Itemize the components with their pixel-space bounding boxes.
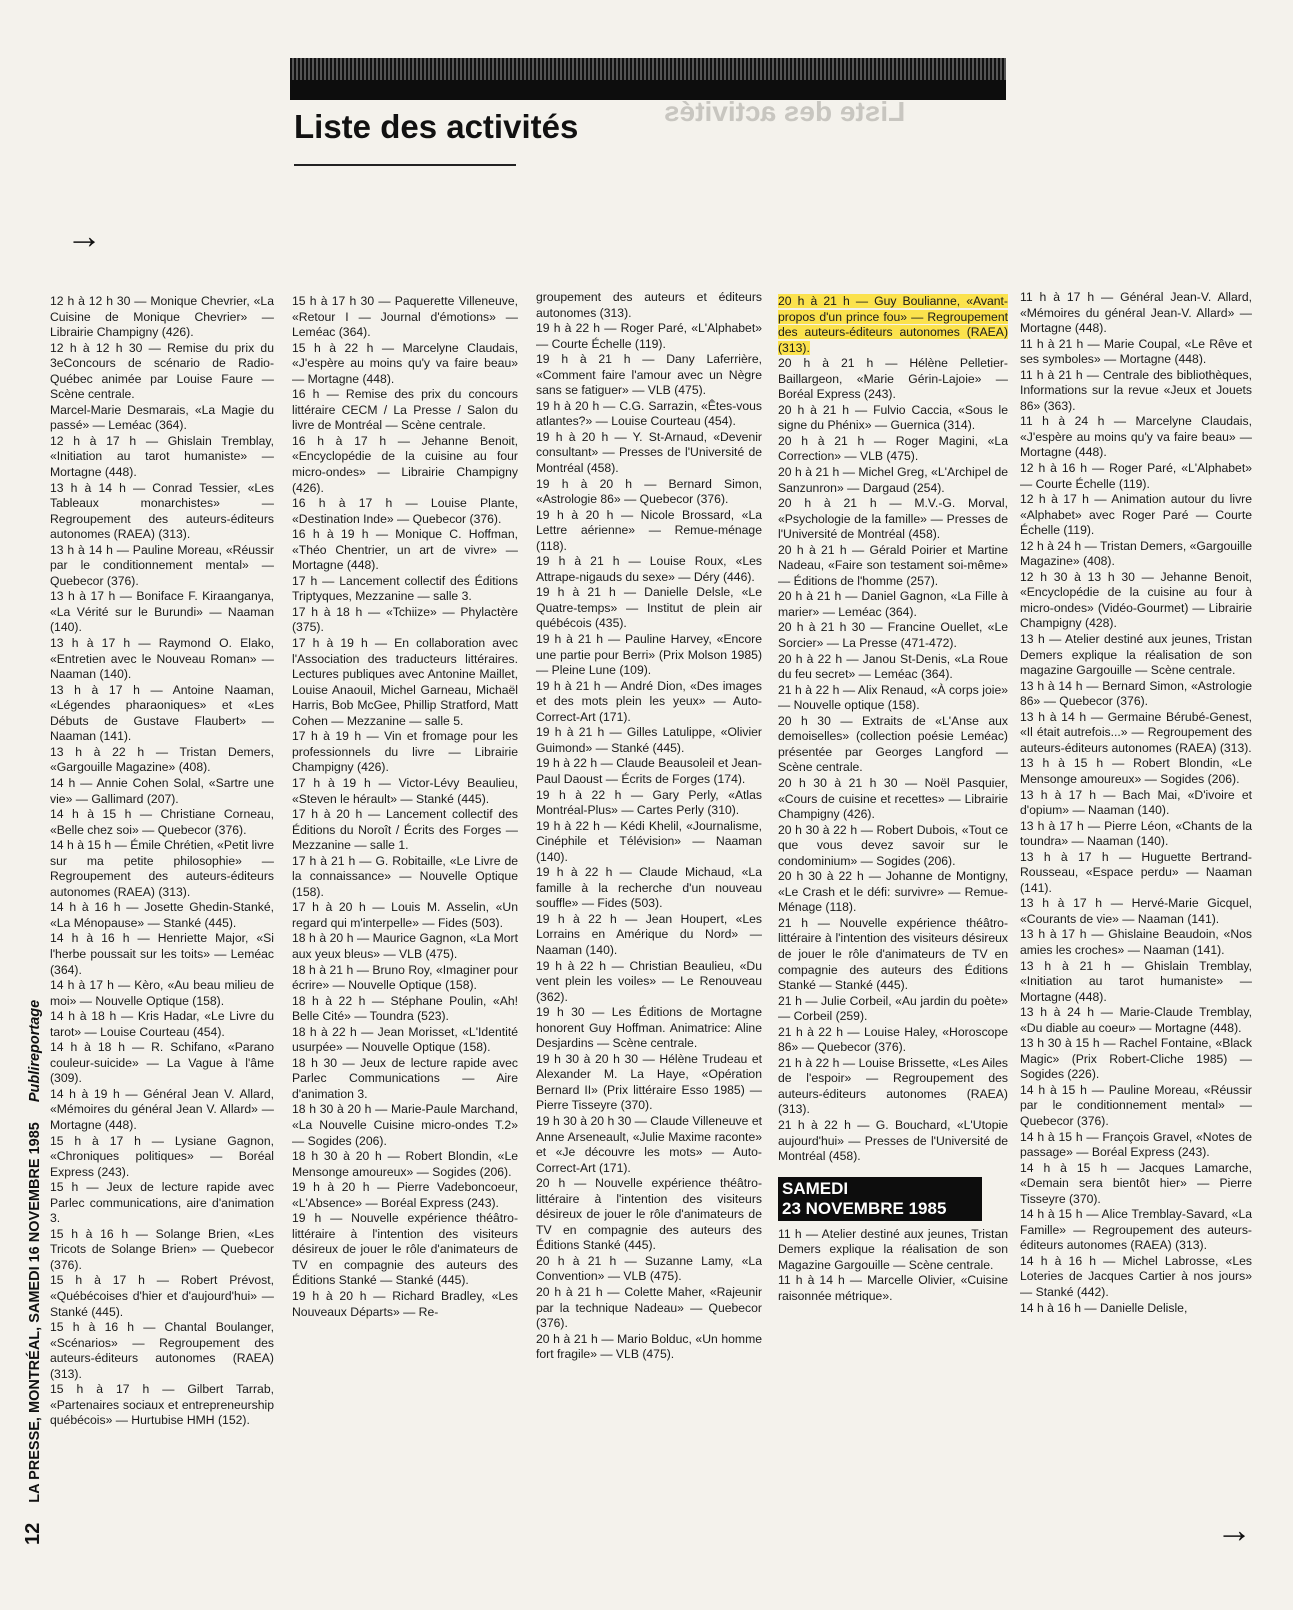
list-item: 13 h à 17 h — Raymond O. Elako, «Entretien avec le Nouveau Roman» — Naaman (140). <box>50 636 274 682</box>
list-item: 20 h 30 à 22 h — Johanne de Montigny, «Le Crash et le défi: survivre» — Remue-Ménage (118). <box>778 869 1008 915</box>
list-item: 17 h à 19 h — Victor-Lévy Beaulieu, «Steven le hérault» — Stanké (445). <box>292 775 518 806</box>
list-item: 21 h à 22 h — Alix Renaud, «À corps joie» — Nouvelle optique (158). <box>778 682 1008 713</box>
list-item: 14 h à 15 h — François Gravel, «Notes de passage» — Boréal Express (243). <box>1020 1129 1252 1160</box>
column-3 <box>536 290 762 1363</box>
list-item: 14 h à 15 h — Christiane Corneau, «Belle chez soi» — Quebecor (376). <box>50 807 274 837</box>
list-item: 15 h à 16 h — Solange Brien, «Les Tricots de Solange Brien» — Quebecor (376). <box>50 1226 274 1272</box>
list-item: 21 h à 22 h — Louise Brissette, «Les Ailes de l'espoir» — Regroupement des auteurs-éditeurs autonomes (RAEA) (313). <box>778 1055 1008 1117</box>
list-item: 17 h à 19 h — Vin et fromage pour les professionnels du livre — Librairie Champigny (426). <box>292 729 518 775</box>
list-item: 19 h 30 à 20 h 30 — Hélène Trudeau et Alexander M. La Haye, «Opération Bernard II» (Prix littéraire Esso 1985) — Pierre Tisseyre (370). <box>536 1051 762 1113</box>
list-item: 18 h 30 à 20 h — Robert Blondin, «Le Mensonge amoureux» — Sogides (206). <box>292 1149 518 1179</box>
list-item: 12 h à 12 h 30 — Monique Chevrier, «La Cuisine de Monique Chevrier» — Librairie Champigny (426). <box>50 294 274 340</box>
list-item: 13 h à 14 h — Pauline Moreau, «Réussir par le conditionnement mental» — Quebecor (376). <box>50 542 274 588</box>
list-item: 20 h à 21 h — Mario Bolduc, «Un homme fort fragile» — VLB (475). <box>536 1331 762 1362</box>
list-item: 21 h à 22 h — Louise Haley, «Horoscope 86» — Quebecor (376). <box>778 1024 1008 1055</box>
page-title: Liste des activités <box>294 108 579 145</box>
list-item: 16 h à 17 h — Louise Plante, «Destination Inde» — Quebecor (376). <box>292 496 518 526</box>
list-item: 14 h à 15 h — Émile Chrétien, «Petit livre sur ma petite philosophie» — Regroupement des auteurs-éditeurs autonomes (RAEA) (313). <box>50 838 274 899</box>
list-item: groupement des auteurs et éditeurs autonomes (313). <box>536 290 762 320</box>
list-item: 19 h à 22 h — Claude Michaud, «La famille à la recherche d'un nouveau souffle» — Fides (503). <box>536 865 762 911</box>
list-item: 16 h à 17 h — Jehanne Benoit, «Encyclopédie de la cuisine au four micro-ondes» — Librairie Champigny (426). <box>292 433 518 495</box>
list-item: 19 h à 22 h — Gary Perly, «Atlas Montréal-Plus» — Cartes Perly (310). <box>536 787 762 818</box>
list-item: 13 h à 17 h — Boniface F. Kiraanganya, «La Vérité sur le Burundi» — Naaman (140). <box>50 589 274 635</box>
list-item: 15 h à 17 h — Gilbert Tarrab, «Partenaires sociaux et entrepreneurship québécois» — Hurtubise HMH (152). <box>50 1382 274 1428</box>
list-item: 11 h à 21 h — Centrale des bibliothèques, Informations sur la revue «Jeux et Jouets 86» (363). <box>1020 367 1252 413</box>
list-item: 15 h à 17 h — Robert Prévost, «Québécoises d'hier et d'aujourd'hui» — Stanké (445). <box>50 1273 274 1319</box>
list-item: 21 h — Nouvelle expérience théâtro-littéraire à l'intention des visiteurs désireux de jouer le rôle d'animateurs de TV en compagnie des auteurs des Éditions Stanké — Stanké (445). <box>778 915 1008 993</box>
list-item: 14 h à 15 h — Pauline Moreau, «Réussir par le conditionnement mental» — Quebecor (376). <box>1020 1082 1252 1128</box>
list-item: 19 h à 22 h — Roger Paré, «L'Alphabet» — Courte Échelle (119). <box>536 321 762 351</box>
list-item: 16 h à 19 h — Monique C. Hoffman, «Théo Chentrier, un art de vivre» — Mortagne (448). <box>292 527 518 573</box>
list-item: 12 h à 24 h — Tristan Demers, «Gargouille Magazine» (408). <box>1020 538 1252 569</box>
list-item: 14 h — Annie Cohen Solal, «Sartre une vie» — Gallimard (207). <box>50 775 274 806</box>
publication-line: LA PRESSE, MONTRÉAL, SAMEDI 16 NOVEMBRE 1985 <box>27 1122 43 1503</box>
list-item: 19 h à 22 h — Christian Beaulieu, «Du vent plein les voiles» — Le Renouveau (362). <box>536 958 762 1004</box>
list-item: 21 h à 22 h — G. Bouchard, «L'Utopie aujourd'hui» — Presses de l'Université de Montréal (458). <box>778 1117 1008 1164</box>
list-item: 19 h 30 à 20 h 30 — Claude Villeneuve et Anne Arseneault, «Julie Maxime raconte» et «Je découvre les mots» — Auto-Correct-Art (171). <box>536 1113 762 1175</box>
right-arrow-icon <box>66 215 102 256</box>
list-item: 17 h à 21 h — G. Robitaille, «Le Livre de la connaissance» — Nouvelle Optique (158). <box>292 853 518 899</box>
list-item: 18 h 30 — Jeux de lecture rapide avec Parlec Communications — Aire d'animation 3. <box>292 1055 518 1101</box>
right-arrow-glyph: → <box>66 215 102 256</box>
list-item: 19 h à 21 h — Danielle Delsle, «Le Quatre-temps» — Institut de plein air québécois (435). <box>536 585 762 631</box>
show-through-label: Liste des activités <box>664 96 906 127</box>
list-item: 15 h à 17 h — Lysiane Gagnon, «Chroniques politiques» — Boréal Express (243). <box>50 1133 274 1179</box>
page-number: 12 <box>22 1522 44 1545</box>
column-4 <box>778 294 1008 1304</box>
list-item: 14 h à 16 h — Josette Ghedin-Stanké, «La Ménopause» — Stanké (445). <box>50 900 274 930</box>
list-item: 20 h 30 — Extraits de «L'Anse aux demoiselles» (collection poésie Leméac) présentée par Georges Langford — Scène centrale. <box>778 713 1008 775</box>
list-item: 18 h à 21 h — Bruno Roy, «Imaginer pour écrire» — Nouvelle Optique (158). <box>292 962 518 993</box>
list-item: 13 h à 24 h — Marie-Claude Tremblay, «Du diable au coeur» — Mortagne (448). <box>1020 1005 1252 1035</box>
column-4-list-after <box>778 1227 1008 1305</box>
list-item: 19 h à 21 h — Gilles Latulippe, «Olivier Guimond» — Stanké (445). <box>536 725 762 755</box>
list-item: 20 h — Nouvelle expérience théâtro-littéraire à l'intention des visiteurs désireux de jouer le rôle d'animateurs de TV en compagnie des auteurs des Éditions Stanké (445). <box>536 1176 762 1253</box>
right-arrow-icon <box>1216 1509 1252 1550</box>
highlight-text: 20 h à 21 h — Guy Boulianne, «Avant-propos d'un prince fou» — Regroupement des auteurs-éditeurs autonomes (RAEA) (313). <box>778 294 1008 355</box>
list-item: 14 h à 18 h — Kris Hadar, «Le Livre du tarot» — Louise Courteau (454). <box>50 1009 274 1039</box>
list-item: 13 h à 17 h — Bach Mai, «D'ivoire et d'opium» — Naaman (140). <box>1020 787 1252 818</box>
list-item: 20 h 30 à 22 h — Robert Dubois, «Tout ce que vous devez savoir sur le condominium» — Sogides (206). <box>778 822 1008 868</box>
list-item: 11 h à 21 h — Marie Coupal, «Le Rêve et ses symboles» — Mortagne (448). <box>1020 336 1252 367</box>
list-item: 13 h à 17 h — Huguette Bertrand-Rousseau, «Espace perdu» — Naaman (141). <box>1020 849 1252 895</box>
list-item: 20 h à 21 h — M.V.-G. Morval, «Psychologie de la famille» — Presses de l'Université de Montréal (458). <box>778 496 1008 542</box>
list-item: 14 h à 16 h — Michel Labrosse, «Les Loteries de Jacques Cartier à nos jours» — Stanké (442). <box>1020 1253 1252 1299</box>
list-item: 21 h — Julie Corbeil, «Au jardin du poète» — Corbeil (259). <box>778 993 1008 1024</box>
right-arrow-glyph: → <box>1216 1509 1252 1550</box>
list-item: 17 h à 19 h — En collaboration avec l'Association des traducteurs littéraires. Lectures publiques avec Antonine Maillet, Louise Anaouil, Michel Garneau, Michaël Harris, Bob McGee, Phillip Stratford, Matt Cohen — Mezzanine — salle 5. <box>292 636 518 728</box>
list-item: 19 h à 21 h — Dany Laferrière, «Comment faire l'amour avec un Nègre sans se fatiguer» — VLB (475). <box>536 352 762 398</box>
list-item: 11 h à 14 h — Marcelle Olivier, «Cuisine raisonnée métrique». <box>778 1273 1008 1303</box>
list-item: 20 h à 21 h — Gérald Poirier et Martine Nadeau, «Faire son testament soi-même» — Éditions de l'homme (257). <box>778 542 1008 588</box>
list-item: 17 h — Lancement collectif des Éditions Triptyques, Mezzanine — salle 3. <box>292 573 518 604</box>
list-item: 13 h à 17 h — Hervé-Marie Gicquel, «Courants de vie» — Naaman (141). <box>1020 896 1252 926</box>
list-item: 14 h à 15 h — Jacques Lamarche, «Demain sera bientôt hier» — Pierre Tisseyre (370). <box>1020 1160 1252 1206</box>
list-item: 15 h — Jeux de lecture rapide avec Parlec communications, aire d'animation 3. <box>50 1180 274 1226</box>
list-item: 20 h à 22 h — Janou St-Denis, «La Roue du feu secret» — Leméac (364). <box>778 651 1008 682</box>
list-item: 12 h 30 à 13 h 30 — Jehanne Benoit, «Encyclopédie de la cuisine au four à micro-ondes» (Vidéo-Gourmet) — Librairie Champigny (428). <box>1020 569 1252 631</box>
list-item: 20 h à 21 h — Daniel Gagnon, «La Fille à marier» — Leméac (364). <box>778 589 1008 619</box>
list-item: 13 h à 17 h — Antoine Naaman, «Légendes pharaoniques» et «Les Débuts de Gustave Flaubert» — Naaman (141). <box>50 682 274 744</box>
list-item: 18 h à 22 h — Stéphane Poulin, «Ah! Belle Cité» — Toundra (523). <box>292 993 518 1024</box>
list-item: 18 h à 22 h — Jean Morisset, «L'Identité usurpée» — Nouvelle Optique (158). <box>292 1024 518 1055</box>
list-item: 20 h 30 à 21 h 30 — Noël Pasquier, «Cours de cuisine et recettes» — Librairie Champigny (426). <box>778 775 1008 822</box>
section-heading: SAMEDI 23 NOVEMBRE 1985 <box>778 1177 982 1221</box>
list-item: 15 h à 22 h — Marcelyne Claudais, «J'espère au moins qu'y va faire beau» — Mortagne (448). <box>292 340 518 386</box>
list-item: 13 h à 14 h — Bernard Simon, «Astrologie 86» — Quebecor (376). <box>1020 678 1252 709</box>
list-item: 13 h à 21 h — Ghislain Tremblay, «Initiation au tarot humaniste» — Mortagne (448). <box>1020 958 1252 1004</box>
list-item: 17 h à 20 h — Louis M. Asselin, «Un regard qui m'interpelle» — Fides (503). <box>292 900 518 930</box>
column-4-list <box>778 356 1008 1164</box>
show-through-text <box>664 96 905 128</box>
list-item: 14 h à 16 h — Danielle Delisle, <box>1020 1300 1188 1315</box>
side-label <box>22 945 48 1545</box>
list-item: 19 h 30 — Les Éditions de Mortagne honorent Guy Hoffman. Animatrice: Aline Desjardins — Scène centrale. <box>536 1005 762 1051</box>
column-1 <box>50 294 274 1429</box>
list-item: 13 h à 22 h — Tristan Demers, «Gargouille Magazine» (408). <box>50 744 274 775</box>
list-item: 17 h à 18 h — «Tchiize» — Phylactère (375). <box>292 604 518 635</box>
list-item: 19 h à 21 h — Louise Roux, «Les Attrape-nigauds du sexe» — Déry (446). <box>536 554 762 584</box>
list-item: 11 h à 24 h — Marcelyne Claudais, «J'espère au moins qu'y va faire beau» — Mortagne (448). <box>1020 414 1252 460</box>
list-item: Marcel-Marie Desmarais, «La Magie du passé» — Leméac (364). <box>50 402 274 433</box>
list-item: 20 h à 21 h — Suzanne Lamy, «La Convention» — VLB (475). <box>536 1253 762 1284</box>
list-item: 19 h à 22 h — Kédi Khelil, «Journalisme, Cinéphile et Télévision» — Naaman (140). <box>536 818 762 864</box>
list-item: 19 h à 20 h — Bernard Simon, «Astrologie 86» — Quebecor (376). <box>536 476 762 507</box>
list-item: 13 h à 17 h — Ghislaine Beaudoin, «Nos amies les croches» — Naaman (141). <box>1020 927 1252 957</box>
list-item: 18 h à 20 h — Maurice Gagnon, «La Mort aux yeux bleus» — VLB (475). <box>292 931 518 961</box>
list-item: 14 h à 18 h — R. Schifano, «Parano couleur-suicide» — La Vague à l'âme (309). <box>50 1040 274 1086</box>
list-item: 14 h à 16 h — Henriette Major, «Si l'herbe poussait sur les toits» — Leméac (364). <box>50 931 274 977</box>
list-item: 13 h à 15 h — Robert Blondin, «Le Mensonge amoureux» — Sogides (206). <box>1020 756 1252 786</box>
list-item: 12 h à 17 h — Ghislain Tremblay, «Initiation au tarot humaniste» — Mortagne (448). <box>50 433 274 480</box>
list-item: 19 h à 20 h — Y. St-Arnaud, «Devenir consultant» — Presses de l'Université de Montréal (458). <box>536 429 762 476</box>
list-item: 14 h à 17 h — Kèro, «Au beau milieu de moi» — Nouvelle Optique (158). <box>50 978 274 1008</box>
list-item: 12 h à 12 h 30 — Remise du prix du 3eConcours de scénario de Radio-Québec animée par Louise Faure — Scène centrale. <box>50 340 274 402</box>
list-item: 19 h à 21 h — André Dion, «Des images et des mots plein les yeux» — Auto-Correct-Art (171). <box>536 678 762 724</box>
list-item: 15 h à 16 h — Chantal Boulanger, «Scénarios» — Regroupement des auteurs-éditeurs autonomes (RAEA) (313). <box>50 1320 274 1381</box>
list-item: 19 h — Nouvelle expérience théâtro-littéraire à l'intention des visiteurs désireux de jouer le rôle d'animateurs de TV en compagnie des auteurs des Éditions Stanké — Stanké (445). <box>292 1211 518 1288</box>
list-item: 18 h 30 à 20 h — Marie-Paule Marchand, «La Nouvelle Cuisine micro-ondes T.2» — Sogides (206). <box>292 1102 518 1148</box>
list-item: 19 h à 20 h — Richard Bradley, «Les Nouveaux Départs» — Re- <box>292 1289 518 1319</box>
list-item: 20 h à 21 h — Colette Maher, «Rajeunir par la technique Nadeau» — Quebecor (376). <box>536 1285 762 1331</box>
section-label: Publireportage <box>27 999 43 1103</box>
column-2 <box>292 294 518 1320</box>
list-item: 14 h à 15 h — Alice Tremblay-Savard, «La Famille» — Regroupement des auteurs-éditeurs autonomes (RAEA) (313). <box>1020 1207 1252 1253</box>
list-item: 19 h à 22 h — Jean Houpert, «Les Lorrains en Amérique du Nord» — Naaman (140). <box>536 911 762 957</box>
list-item: 12 h à 17 h — Animation autour du livre «Alphabet» avec Roger Paré — Courte Échelle (119). <box>1020 492 1252 538</box>
list-item: 12 h à 16 h — Roger Paré, «L'Alphabet» — Courte Échelle (119). <box>1020 461 1252 491</box>
list-item: 20 h à 21 h — Roger Magini, «La Correction» — VLB (475). <box>778 433 1008 464</box>
list-item: 20 h à 21 h — Hélène Pelletier-Baillargeon, «Marie Gérin-Lajoie» — Boréal Express (243). <box>778 356 1008 402</box>
list-item: 20 h à 21 h — Fulvio Caccia, «Sous le signe du Phénix» — Guernica (314). <box>778 402 1008 433</box>
list-item: 13 h 30 à 15 h — Rachel Fontaine, «Black Magic» (Prix Robert-Cliche 1985) — Sogides (226). <box>1020 1036 1252 1082</box>
list-item: 13 h — Atelier destiné aux jeunes, Tristan Demers explique la réalisation de son magazine Gargouille — Scène centrale. <box>1020 632 1252 678</box>
list-item: 14 h à 19 h — Général Jean V. Allard, «Mémoires du général Jean V. Allard» — Mortagne (448). <box>50 1086 274 1132</box>
list-item: 19 h à 21 h — Pauline Harvey, «Encore une partie pour Berri» (Prix Molson 1985) — Pleine Lune (109). <box>536 632 762 678</box>
list-item: 19 h à 20 h — C.G. Sarrazin, «Êtes-vous atlantes?» — Louise Courteau (454). <box>536 398 762 429</box>
list-item: 19 h à 20 h — Nicole Brossard, «La Lettre aérienne» — Remue-ménage (118). <box>536 507 762 553</box>
list-item: 11 h à 17 h — Général Jean-V. Allard, «Mémoires du général Jean-V. Allard» — Mortagne (448). <box>1020 290 1252 336</box>
list-item: 20 h à 21 h — Michel Greg, «L'Archipel de Sanzunron» — Dargaud (254). <box>778 465 1008 495</box>
list-item: 13 h à 17 h — Pierre Léon, «Chants de la toundra» — Naaman (140). <box>1020 818 1252 849</box>
column-5 <box>1020 290 1252 1316</box>
list-item: 15 h à 17 h 30 — Paquerette Villeneuve, «Retour I — Journal d'émotions» — Leméac (364). <box>292 294 518 340</box>
list-item: 13 h à 14 h — Germaine Bérubé-Genest, «Il était autrefois...» — Regroupement des auteurs-éditeurs autonomes (RAEA) (313). <box>1020 709 1252 755</box>
list-item: 17 h à 20 h — Lancement collectif des Éditions du Noroît / Écrits des Forges — Mezzanine — salle 1. <box>292 807 518 853</box>
list-item: 11 h — Atelier destiné aux jeunes, Tristan Demers explique la réalisation de son Magazine Gargouille — Scène centrale. <box>778 1226 1008 1272</box>
list-item: 16 h — Remise des prix du concours littéraire CECM / La Presse / Salon du livre de Montréal — Scène centrale. <box>292 387 518 433</box>
title-rule <box>294 164 516 166</box>
list-item: 20 h à 21 h 30 — Francine Ouellet, «Le Sorcier» — La Presse (471-472). <box>778 620 1008 651</box>
highlighted-entry <box>778 294 1008 356</box>
list-item: 13 h à 14 h — Conrad Tessier, «Les Tableaux monarchistes» — Regroupement des auteurs-éditeurs autonomes (RAEA) (313). <box>50 480 274 542</box>
list-item: 19 h à 22 h — Claude Beausoleil et Jean-Paul Daoust — Écrits de Forges (174). <box>536 756 762 786</box>
list-item: 19 h à 20 h — Pierre Vadeboncoeur, «L'Absence» — Boréal Express (243). <box>292 1180 518 1210</box>
